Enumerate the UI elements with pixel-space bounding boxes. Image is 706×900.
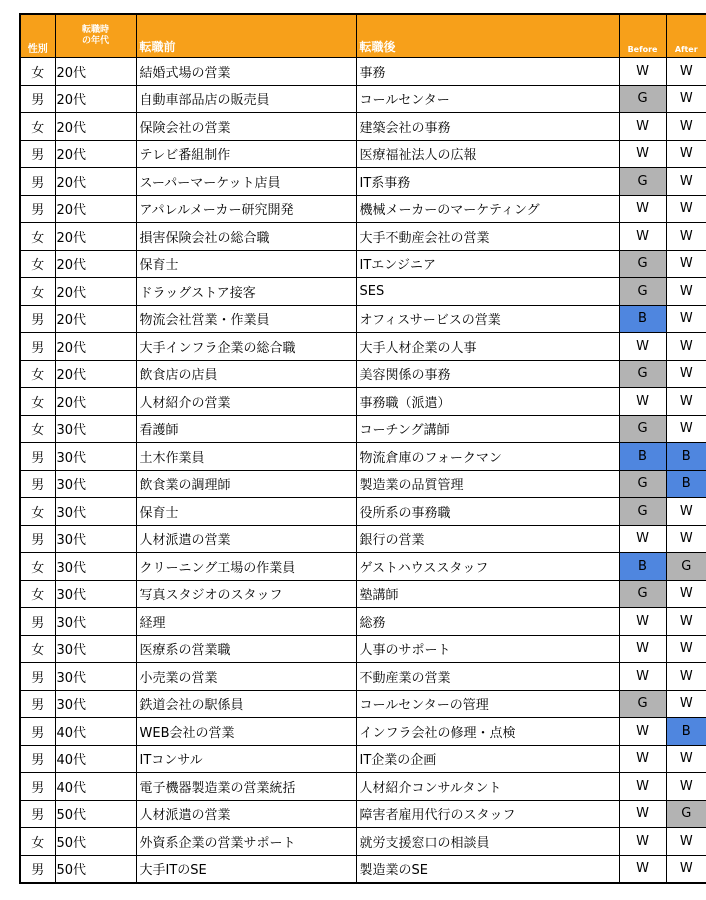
after-level-cell: W [666, 608, 706, 636]
before-job-cell: ドラッグストア接客 [136, 278, 356, 306]
age-cell: 30代 [55, 553, 136, 581]
age-cell: 30代 [55, 635, 136, 663]
sex-cell: 女 [20, 223, 55, 251]
header-before-job: 転職前 [136, 14, 356, 58]
after-level-cell: W [666, 855, 706, 883]
before-job-cell: 保育士 [136, 250, 356, 278]
after-level-cell: W [666, 278, 706, 306]
after-level-cell: W [666, 525, 706, 553]
before-level-cell: W [619, 718, 666, 746]
table-row [20, 773, 706, 801]
before-level-cell: G [619, 168, 666, 196]
after-job-cell: 就労支援窓口の相談員 [356, 828, 619, 856]
before-job-cell: スーパーマーケット店員 [136, 168, 356, 196]
sex-cell: 男 [20, 333, 55, 361]
after-level-cell: W [666, 663, 706, 691]
before-level-cell: G [619, 360, 666, 388]
sex-cell: 女 [20, 113, 55, 141]
sex-cell: 女 [20, 388, 55, 416]
table-row [20, 388, 706, 416]
before-level-cell: W [619, 140, 666, 168]
before-job-cell: 医療系の営業職 [136, 635, 356, 663]
header-sex: 性別 [20, 14, 55, 58]
before-job-cell: 外資系企業の営業サポート [136, 828, 356, 856]
sex-cell: 女 [20, 635, 55, 663]
before-job-cell: 土木作業員 [136, 443, 356, 471]
after-level-cell: B [666, 443, 706, 471]
sex-cell: 男 [20, 800, 55, 828]
age-cell: 20代 [55, 168, 136, 196]
after-level-cell: W [666, 333, 706, 361]
table-row [20, 360, 706, 388]
after-job-cell: 障害者雇用代行のスタッフ [356, 800, 619, 828]
after-level-cell: W [666, 58, 706, 86]
before-job-cell: 経理 [136, 608, 356, 636]
before-level-cell: G [619, 85, 666, 113]
table-row [20, 58, 706, 86]
header-age [55, 14, 136, 58]
before-job-cell: 人材派遣の営業 [136, 525, 356, 553]
before-job-cell: 損害保険会社の総合職 [136, 223, 356, 251]
after-level-cell: G [666, 800, 706, 828]
sex-cell: 男 [20, 305, 55, 333]
before-job-cell: 保育士 [136, 498, 356, 526]
age-cell: 20代 [55, 333, 136, 361]
before-level-cell: W [619, 113, 666, 141]
after-level-cell: W [666, 168, 706, 196]
before-job-cell: 自動車部品店の販売員 [136, 85, 356, 113]
after-job-cell: 事務職（派遣） [356, 388, 619, 416]
sex-cell: 男 [20, 608, 55, 636]
table-row [20, 278, 706, 306]
before-job-cell: ITコンサル [136, 745, 356, 773]
after-job-cell: 機械メーカーのマーケティング [356, 195, 619, 223]
sex-cell: 男 [20, 718, 55, 746]
before-level-cell: W [619, 635, 666, 663]
sex-cell: 女 [20, 58, 55, 86]
before-job-cell: テレビ番組制作 [136, 140, 356, 168]
before-job-cell: 人材紹介の営業 [136, 388, 356, 416]
before-level-cell: W [619, 855, 666, 883]
sex-cell: 男 [20, 140, 55, 168]
before-job-cell: 看護師 [136, 415, 356, 443]
after-level-cell: W [666, 635, 706, 663]
table-row [20, 85, 706, 113]
after-level-cell: W [666, 223, 706, 251]
after-level-cell: W [666, 113, 706, 141]
table-row [20, 745, 706, 773]
before-level-cell: W [619, 58, 666, 86]
after-job-cell: ITエンジニア [356, 250, 619, 278]
header-age-line2: の年代 [81, 36, 109, 46]
after-job-cell: 大手人材企業の人事 [356, 333, 619, 361]
before-level-cell: W [619, 608, 666, 636]
header-row [20, 14, 706, 58]
before-level-cell: B [619, 553, 666, 581]
age-cell: 30代 [55, 663, 136, 691]
after-level-cell: W [666, 140, 706, 168]
table-row [20, 855, 706, 883]
sex-cell: 女 [20, 828, 55, 856]
after-job-cell: 製造業のSE [356, 855, 619, 883]
sex-cell: 男 [20, 525, 55, 553]
after-job-cell: 銀行の営業 [356, 525, 619, 553]
after-job-cell: IT系事務 [356, 168, 619, 196]
table-row [20, 663, 706, 691]
after-job-cell: 建築会社の事務 [356, 113, 619, 141]
table-row [20, 195, 706, 223]
before-level-cell: W [619, 525, 666, 553]
after-level-cell: W [666, 360, 706, 388]
after-level-cell: W [666, 745, 706, 773]
sex-cell: 男 [20, 443, 55, 471]
sex-cell: 女 [20, 250, 55, 278]
sex-cell: 男 [20, 470, 55, 498]
table-row [20, 498, 706, 526]
after-job-cell: 人材紹介コンサルタント [356, 773, 619, 801]
before-level-cell: G [619, 415, 666, 443]
age-cell: 20代 [55, 58, 136, 86]
after-job-cell: 総務 [356, 608, 619, 636]
before-job-cell: WEB会社の営業 [136, 718, 356, 746]
before-level-cell: W [619, 333, 666, 361]
age-cell: 40代 [55, 718, 136, 746]
after-job-cell: 美容関係の事務 [356, 360, 619, 388]
table-row [20, 250, 706, 278]
age-cell: 20代 [55, 305, 136, 333]
before-job-cell: 写真スタジオのスタッフ [136, 580, 356, 608]
after-job-cell: ゲストハウススタッフ [356, 553, 619, 581]
age-cell: 40代 [55, 773, 136, 801]
table-row [20, 305, 706, 333]
sex-cell: 男 [20, 168, 55, 196]
before-job-cell: 物流会社営業・作業員 [136, 305, 356, 333]
sex-cell: 男 [20, 195, 55, 223]
before-level-cell: W [619, 745, 666, 773]
before-job-cell: 小売業の営業 [136, 663, 356, 691]
after-job-cell: SES [356, 278, 619, 306]
table-row [20, 525, 706, 553]
sex-cell: 女 [20, 553, 55, 581]
before-job-cell: 保険会社の営業 [136, 113, 356, 141]
header-after-level: After [666, 14, 706, 58]
age-cell: 30代 [55, 580, 136, 608]
after-job-cell: オフィスサービスの営業 [356, 305, 619, 333]
after-job-cell: 医療福祉法人の広報 [356, 140, 619, 168]
before-job-cell: 飲食業の調理師 [136, 470, 356, 498]
sex-cell: 女 [20, 580, 55, 608]
sex-cell: 女 [20, 360, 55, 388]
after-job-cell: 大手不動産会社の営業 [356, 223, 619, 251]
career-change-table [19, 13, 706, 884]
before-level-cell: W [619, 800, 666, 828]
table-row [20, 333, 706, 361]
after-level-cell: W [666, 305, 706, 333]
age-cell: 20代 [55, 140, 136, 168]
age-cell: 50代 [55, 828, 136, 856]
after-level-cell: W [666, 498, 706, 526]
age-cell: 30代 [55, 470, 136, 498]
after-level-cell: B [666, 470, 706, 498]
before-level-cell: W [619, 195, 666, 223]
table-body [20, 58, 706, 884]
header-before-level: Before [619, 14, 666, 58]
sex-cell: 男 [20, 663, 55, 691]
table-row [20, 470, 706, 498]
after-level-cell: W [666, 388, 706, 416]
sex-cell: 男 [20, 690, 55, 718]
after-job-cell: コールセンターの管理 [356, 690, 619, 718]
before-level-cell: G [619, 470, 666, 498]
age-cell: 30代 [55, 690, 136, 718]
age-cell: 20代 [55, 113, 136, 141]
age-cell: 20代 [55, 278, 136, 306]
table-row [20, 828, 706, 856]
before-job-cell: 結婚式場の営業 [136, 58, 356, 86]
after-job-cell: 不動産業の営業 [356, 663, 619, 691]
after-job-cell: コーチング講師 [356, 415, 619, 443]
after-level-cell: G [666, 553, 706, 581]
table-row [20, 635, 706, 663]
header-after-job: 転職後 [356, 14, 619, 58]
sex-cell: 男 [20, 773, 55, 801]
before-level-cell: G [619, 250, 666, 278]
age-cell: 20代 [55, 85, 136, 113]
age-cell: 40代 [55, 745, 136, 773]
before-job-cell: 大手インフラ企業の総合職 [136, 333, 356, 361]
after-level-cell: W [666, 415, 706, 443]
sex-cell: 女 [20, 415, 55, 443]
after-level-cell: W [666, 580, 706, 608]
table-row [20, 690, 706, 718]
age-cell: 30代 [55, 415, 136, 443]
before-job-cell: 鉄道会社の駅係員 [136, 690, 356, 718]
age-cell: 30代 [55, 498, 136, 526]
before-level-cell: W [619, 828, 666, 856]
table-row [20, 415, 706, 443]
table-row [20, 113, 706, 141]
sex-cell: 女 [20, 278, 55, 306]
sex-cell: 女 [20, 498, 55, 526]
age-cell: 50代 [55, 855, 136, 883]
age-cell: 20代 [55, 360, 136, 388]
before-job-cell: クリーニング工場の作業員 [136, 553, 356, 581]
after-job-cell: 物流倉庫のフォークマン [356, 443, 619, 471]
after-level-cell: W [666, 828, 706, 856]
before-level-cell: B [619, 305, 666, 333]
before-level-cell: G [619, 580, 666, 608]
age-cell: 20代 [55, 195, 136, 223]
table-row [20, 553, 706, 581]
after-job-cell: 役所系の事務職 [356, 498, 619, 526]
after-job-cell: インフラ会社の修理・点検 [356, 718, 619, 746]
after-level-cell: W [666, 250, 706, 278]
before-job-cell: 大手ITのSE [136, 855, 356, 883]
table-row [20, 443, 706, 471]
before-level-cell: G [619, 498, 666, 526]
table-row [20, 580, 706, 608]
table-row [20, 608, 706, 636]
before-level-cell: W [619, 223, 666, 251]
after-level-cell: W [666, 85, 706, 113]
after-level-cell: W [666, 195, 706, 223]
table-header [20, 14, 706, 58]
after-level-cell: W [666, 773, 706, 801]
age-cell: 20代 [55, 250, 136, 278]
before-job-cell: 飲食店の店員 [136, 360, 356, 388]
sex-cell: 男 [20, 745, 55, 773]
header-age-line1: 転職時 [81, 25, 109, 35]
table-row [20, 800, 706, 828]
before-level-cell: W [619, 388, 666, 416]
age-cell: 30代 [55, 525, 136, 553]
before-job-cell: 電子機器製造業の営業統括 [136, 773, 356, 801]
before-level-cell: G [619, 278, 666, 306]
age-cell: 20代 [55, 388, 136, 416]
table-row [20, 718, 706, 746]
after-job-cell: IT企業の企画 [356, 745, 619, 773]
age-cell: 20代 [55, 223, 136, 251]
before-job-cell: 人材派遣の営業 [136, 800, 356, 828]
before-level-cell: G [619, 690, 666, 718]
before-level-cell: W [619, 773, 666, 801]
age-cell: 30代 [55, 608, 136, 636]
age-cell: 50代 [55, 800, 136, 828]
after-job-cell: 製造業の品質管理 [356, 470, 619, 498]
after-job-cell: コールセンター [356, 85, 619, 113]
table-row [20, 168, 706, 196]
before-level-cell: B [619, 443, 666, 471]
age-cell: 30代 [55, 443, 136, 471]
before-level-cell: W [619, 663, 666, 691]
after-level-cell: W [666, 690, 706, 718]
table-row [20, 140, 706, 168]
after-job-cell: 人事のサポート [356, 635, 619, 663]
sex-cell: 男 [20, 85, 55, 113]
sex-cell: 男 [20, 855, 55, 883]
after-job-cell: 塾講師 [356, 580, 619, 608]
before-job-cell: アパレルメーカー研究開発 [136, 195, 356, 223]
after-job-cell: 事務 [356, 58, 619, 86]
after-level-cell: B [666, 718, 706, 746]
table-row [20, 223, 706, 251]
